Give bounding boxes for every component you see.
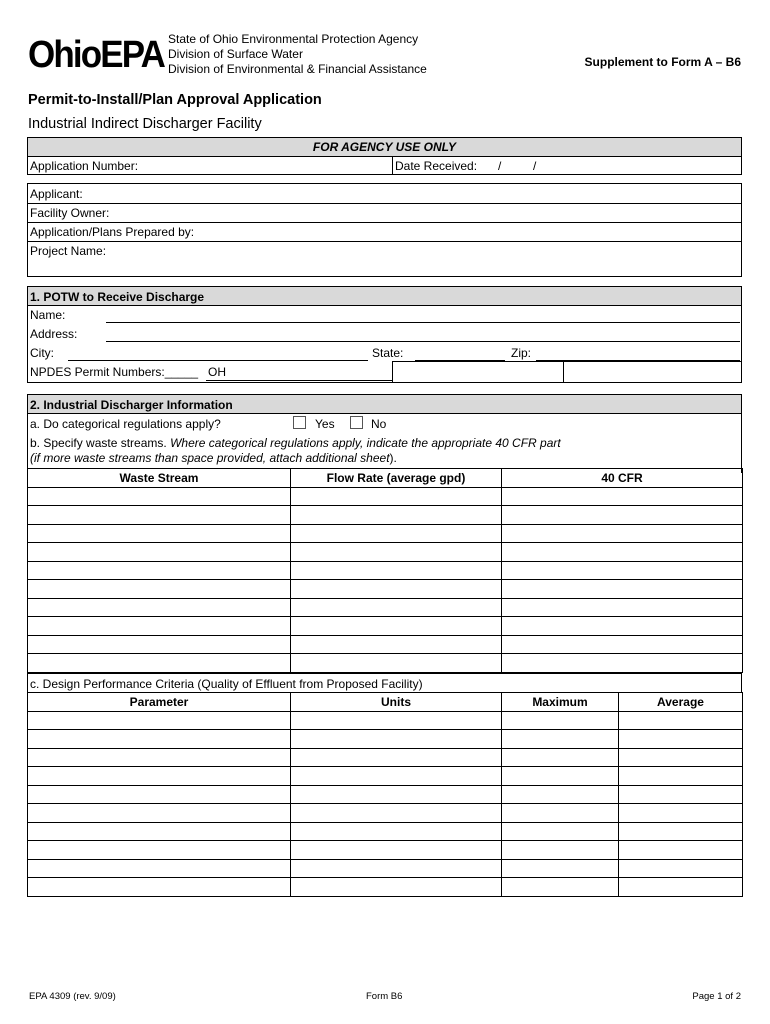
cfr-col-header: 40 CFR [502, 469, 743, 488]
waste-stream-rows [28, 487, 743, 672]
page-number: Page 1 of 2 [692, 991, 741, 1002]
criteria-cell[interactable] [619, 711, 743, 730]
date-slash-1: / [498, 159, 502, 173]
potw-name-label: Name: [30, 308, 66, 322]
criteria-question: c. Design Performance Criteria (Quality of Effluent from Proposed Facility) [30, 677, 423, 691]
criteria-cell[interactable] [28, 822, 291, 841]
flow-rate-col-header: Flow Rate (average gpd) [291, 469, 502, 488]
waste-streams-italic-2: (if more waste streams than space provided, attach additional sheet [30, 451, 390, 465]
criteria-cell[interactable] [291, 878, 502, 897]
waste-stream-cell[interactable] [28, 635, 291, 654]
criteria-cell[interactable] [619, 822, 743, 841]
criteria-cell[interactable] [619, 804, 743, 823]
criteria-cell[interactable] [28, 878, 291, 897]
waste-stream-cell[interactable] [291, 561, 502, 580]
waste-stream-row [28, 617, 743, 636]
applicant-box [27, 183, 742, 277]
criteria-cell[interactable] [291, 785, 502, 804]
criteria-row [28, 841, 743, 860]
potw-header-line [28, 305, 741, 306]
date-slash-2: / [533, 159, 537, 173]
waste-stream-row [28, 524, 743, 543]
no-checkbox[interactable] [350, 416, 363, 429]
waste-stream-cell[interactable] [502, 487, 743, 506]
applicant-divider-2 [28, 222, 741, 223]
agency-line-3: Division of Environmental & Financial Assistance [168, 62, 427, 76]
form-subtitle: Industrial Indirect Discharger Facility [28, 116, 262, 132]
criteria-cell[interactable] [291, 748, 502, 767]
criteria-cell[interactable] [291, 711, 502, 730]
potw-header: 1. POTW to Receive Discharge [30, 290, 205, 304]
agency-divider [392, 156, 393, 174]
criteria-row [28, 878, 743, 897]
criteria-table [27, 692, 743, 897]
waste-stream-cell[interactable] [291, 487, 502, 506]
criteria-cell[interactable] [291, 859, 502, 878]
waste-stream-cell[interactable] [291, 635, 502, 654]
potw-city-label: City: [30, 346, 54, 360]
criteria-cell[interactable] [291, 804, 502, 823]
maximum-col-header: Maximum [502, 693, 619, 712]
criteria-cell[interactable] [619, 859, 743, 878]
waste-stream-cell[interactable] [28, 487, 291, 506]
prepared-by-label: Application/Plans Prepared by: [30, 225, 195, 239]
npdes-divider-1 [392, 361, 393, 382]
criteria-rows [28, 711, 743, 896]
criteria-header-row [28, 693, 743, 712]
agency-use-box [27, 137, 742, 175]
criteria-cell[interactable] [619, 748, 743, 767]
no-label: No [371, 417, 387, 431]
criteria-cell[interactable] [28, 767, 291, 786]
potw-zip-label: Zip: [511, 346, 532, 360]
criteria-cell[interactable] [28, 841, 291, 860]
criteria-row [28, 859, 743, 878]
criteria-cell[interactable] [619, 841, 743, 860]
potw-address-line[interactable] [106, 341, 740, 342]
agency-use-header: FOR AGENCY USE ONLY [312, 140, 457, 154]
waste-stream-cell[interactable] [502, 506, 743, 525]
criteria-cell[interactable] [619, 767, 743, 786]
waste-stream-cell[interactable] [291, 617, 502, 636]
criteria-cell[interactable] [28, 711, 291, 730]
supplement-label: Supplement to Form A – B6 [584, 55, 741, 69]
criteria-cell[interactable] [619, 785, 743, 804]
waste-stream-cell[interactable] [28, 598, 291, 617]
waste-streams-end: ). [389, 451, 397, 465]
criteria-cell[interactable] [291, 822, 502, 841]
facility-owner-label: Facility Owner: [30, 206, 110, 220]
waste-stream-cell[interactable] [28, 580, 291, 599]
criteria-cell[interactable] [28, 804, 291, 823]
applicant-label: Applicant: [30, 187, 83, 201]
waste-stream-cell[interactable] [502, 617, 743, 636]
form-number: EPA 4309 (rev. 9/09) [29, 991, 116, 1002]
waste-stream-cell[interactable] [291, 543, 502, 562]
applicant-divider-3 [28, 241, 741, 242]
criteria-cell[interactable] [502, 841, 619, 860]
yes-label: Yes [315, 417, 335, 431]
potw-box [27, 286, 742, 383]
npdes-top-line [392, 361, 741, 362]
parameter-col-header: Parameter [28, 693, 291, 712]
waste-stream-cell[interactable] [291, 580, 502, 599]
waste-stream-row [28, 598, 743, 617]
waste-stream-cell[interactable] [502, 561, 743, 580]
waste-stream-cell[interactable] [502, 635, 743, 654]
form-name: Form B6 [366, 991, 403, 1002]
criteria-cell[interactable] [28, 730, 291, 749]
applicant-divider-1 [28, 203, 741, 204]
waste-stream-row [28, 487, 743, 506]
potw-name-line[interactable] [106, 322, 740, 323]
criteria-row [28, 711, 743, 730]
waste-stream-row [28, 635, 743, 654]
waste-stream-cell[interactable] [502, 598, 743, 617]
criteria-cell[interactable] [502, 730, 619, 749]
waste-stream-row [28, 580, 743, 599]
criteria-row [28, 748, 743, 767]
criteria-cell[interactable] [502, 711, 619, 730]
waste-stream-cell[interactable] [291, 598, 502, 617]
criteria-cell[interactable] [291, 767, 502, 786]
waste-stream-cell[interactable] [28, 543, 291, 562]
waste-stream-row [28, 543, 743, 562]
criteria-row [28, 730, 743, 749]
criteria-cell[interactable] [502, 767, 619, 786]
waste-stream-cell[interactable] [502, 524, 743, 543]
discharger-box [27, 394, 742, 473]
discharger-header: 2. Industrial Discharger Information [30, 398, 233, 412]
criteria-cell[interactable] [619, 730, 743, 749]
potw-state-label: State: [372, 346, 404, 360]
criteria-cell[interactable] [502, 785, 619, 804]
criteria-cell[interactable] [502, 878, 619, 897]
waste-stream-col-header: Waste Stream [28, 469, 291, 488]
average-col-header: Average [619, 693, 743, 712]
agency-use-row [28, 156, 741, 157]
discharger-header-line [28, 413, 741, 414]
waste-stream-cell[interactable] [291, 506, 502, 525]
date-received-label: Date Received: [395, 159, 478, 173]
waste-stream-cell[interactable] [502, 654, 743, 673]
potw-address-label: Address: [30, 327, 78, 341]
yes-checkbox[interactable] [293, 416, 306, 429]
criteria-box [27, 673, 742, 693]
categorical-question: a. Do categorical regulations apply? [30, 417, 221, 431]
units-col-header: Units [291, 693, 502, 712]
criteria-cell[interactable] [502, 859, 619, 878]
waste-streams-instruction [30, 436, 561, 450]
waste-streams-note [30, 451, 397, 465]
criteria-cell[interactable] [291, 841, 502, 860]
agency-line-2: Division of Surface Water [168, 47, 303, 61]
waste-stream-cell[interactable] [28, 524, 291, 543]
criteria-row [28, 804, 743, 823]
agency-block [168, 32, 427, 77]
criteria-row [28, 822, 743, 841]
waste-stream-cell[interactable] [28, 654, 291, 673]
waste-stream-row [28, 561, 743, 580]
waste-stream-cell[interactable] [291, 654, 502, 673]
waste-stream-cell[interactable] [502, 543, 743, 562]
criteria-row [28, 785, 743, 804]
application-number-label: Application Number: [30, 159, 139, 173]
waste-stream-cell[interactable] [28, 561, 291, 580]
agency-line-1: State of Ohio Environmental Protection Agency [168, 32, 419, 46]
criteria-cell[interactable] [502, 804, 619, 823]
criteria-row [28, 767, 743, 786]
npdes-divider-2 [563, 361, 564, 382]
criteria-cell[interactable] [502, 822, 619, 841]
waste-stream-cell[interactable] [28, 506, 291, 525]
criteria-cell[interactable] [291, 730, 502, 749]
criteria-cell[interactable] [28, 748, 291, 767]
criteria-cell[interactable] [502, 748, 619, 767]
waste-stream-cell[interactable] [291, 524, 502, 543]
waste-stream-header-row [28, 469, 743, 488]
form-title: Permit-to-Install/Plan Approval Application [28, 92, 322, 108]
project-name-label: Project Name: [30, 244, 107, 258]
npdes-label: NPDES Permit Numbers:_____ [30, 365, 199, 379]
criteria-cell[interactable] [28, 785, 291, 804]
ohio-epa-logo: OhioEPA [28, 34, 165, 76]
waste-stream-table [27, 468, 743, 673]
waste-stream-cell[interactable] [502, 580, 743, 599]
npdes-oh-prefix: OH [208, 365, 226, 379]
waste-streams-plain: b. Specify waste streams. [30, 436, 167, 450]
waste-streams-italic-1: Where categorical regulations apply, indicate the appropriate 40 CFR part [170, 436, 561, 450]
potw-city-line[interactable] [68, 360, 368, 361]
waste-stream-cell[interactable] [28, 617, 291, 636]
criteria-cell[interactable] [619, 878, 743, 897]
waste-stream-row [28, 654, 743, 673]
criteria-cell[interactable] [28, 859, 291, 878]
waste-stream-row [28, 506, 743, 525]
npdes-line[interactable] [206, 380, 392, 381]
